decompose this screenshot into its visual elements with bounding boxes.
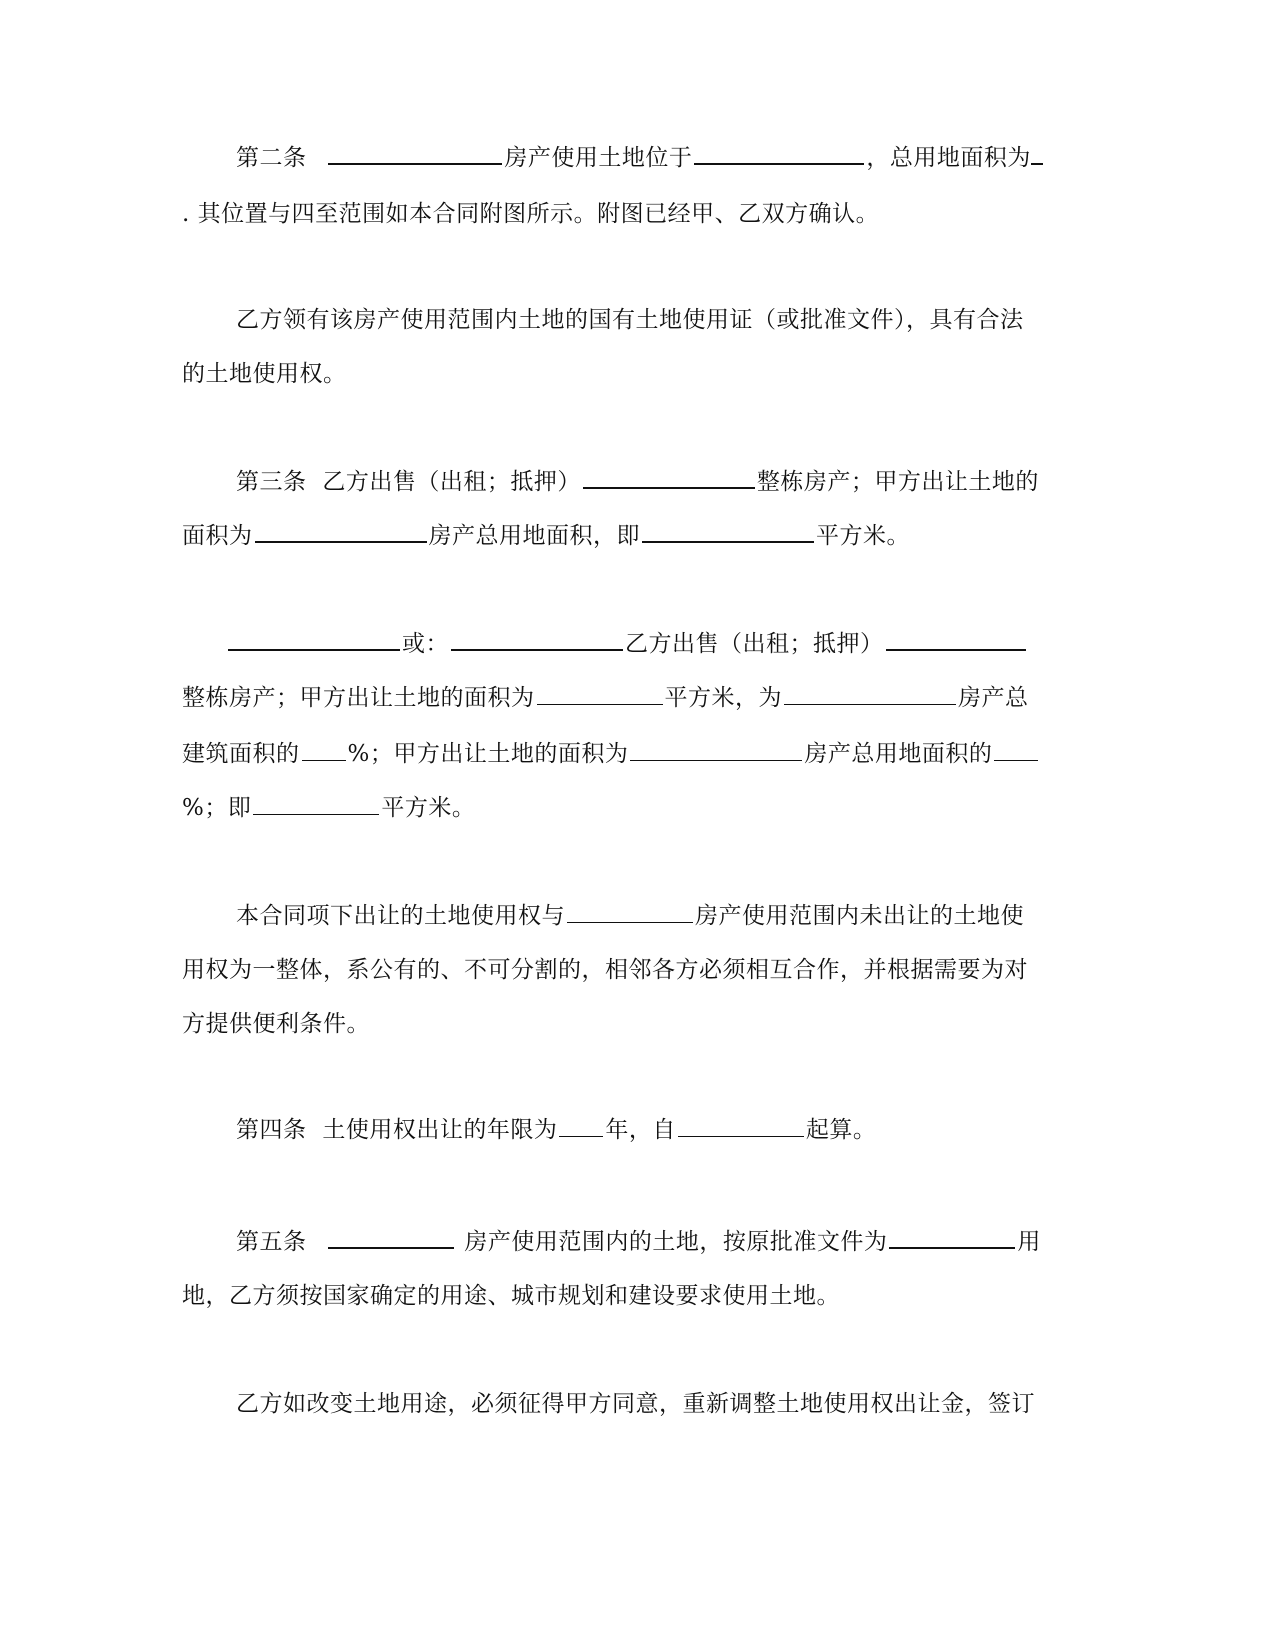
clause-4-label: 第四条	[236, 1117, 307, 1143]
blank-alt-3	[886, 621, 1026, 651]
blank-alt-area	[537, 676, 663, 705]
blank-whole-property	[567, 894, 693, 923]
alt-text-6: %；甲方出让土地的面积为	[347, 741, 629, 767]
clause-3-text-2: 整栋房产；甲方出让土地的	[756, 469, 1039, 495]
blank-property-name	[328, 135, 502, 165]
whole-line-1	[182, 892, 1146, 940]
alt-text-4: 房产总	[958, 685, 1029, 711]
alt-text-3: 平方米，为	[664, 685, 782, 711]
cert-line-1	[182, 296, 1146, 344]
blank-years	[559, 1108, 603, 1137]
clause-3-text-3: 面积为	[182, 523, 253, 549]
blank-alt-sqm	[253, 786, 379, 815]
blank-alt-percent-2	[994, 732, 1038, 761]
blank-land-use	[889, 1219, 1015, 1249]
clause-3-line-2	[182, 512, 1092, 560]
alt-line-3	[182, 730, 1092, 778]
clause-4-text-3: 起算。	[805, 1117, 877, 1143]
clause-2-text-1: 房产使用土地位于	[504, 145, 693, 171]
whole-line-3: 方提供便利条件。	[182, 1011, 370, 1037]
clause-4-text-2: 年，自	[605, 1117, 676, 1143]
alt-text-7: 房产总用地面积的	[804, 741, 993, 767]
cert-line-2: 的土地使用权。	[182, 361, 347, 387]
blank-area-ratio	[255, 513, 427, 543]
clause-3-label: 第三条	[236, 469, 307, 495]
blank-area-sqm	[642, 513, 814, 543]
clause-5-text-2: 用	[1017, 1229, 1041, 1255]
alt-text-5: 建筑面积的	[182, 741, 300, 767]
clause-3-text-4: 房产总用地面积，即	[428, 523, 640, 549]
alt-or: 或：	[402, 631, 449, 657]
clause-2-text-2: ，总用地面积为	[866, 145, 1031, 171]
clause-2-line-2: . 其位置与四至范围如本合同附图所示。附图已经甲、乙双方确认。	[182, 201, 880, 227]
clause-2-label: 第二条	[236, 145, 307, 171]
clause-3-text-5: 平方米。	[816, 523, 910, 549]
blank-clause-5-property	[328, 1219, 454, 1249]
blank-alt-1	[228, 621, 400, 651]
cert-text-1: 乙方领有该房产使用范围内土地的国有土地使用证（或批准文件），具有合法	[236, 307, 1024, 333]
clause-5-line-2: 地，乙方须按国家确定的用途、城市规划和建设要求使用土地。	[182, 1283, 840, 1309]
blank-alt-property-2	[630, 732, 802, 761]
alt-text-1: 乙方出售（出租；抵押）	[625, 631, 884, 657]
blank-alt-property	[784, 676, 956, 705]
blank-property-sold	[583, 459, 755, 489]
whole-text-2: 房产使用范围内未出让的土地使	[695, 903, 1024, 929]
whole-text-1: 本合同项下出让的土地使用权与	[236, 903, 565, 929]
clause-5-text-1: 房产使用范围内的土地，按原批准文件为	[464, 1229, 888, 1255]
blank-alt-2	[451, 621, 623, 651]
clause-4-line	[182, 1106, 1146, 1154]
whole-line-2: 用权为一整体，系公有的、不可分割的，相邻各方必须相互合作，并根据需要为对	[182, 957, 1028, 983]
clause-3-line-1	[182, 458, 1146, 506]
clause-5-label: 第五条	[236, 1229, 307, 1255]
change-line-1: 乙方如改变土地用途，必须征得甲方同意，重新调整土地使用权出让金，签订	[236, 1391, 1035, 1417]
alt-text-9: 平方米。	[381, 795, 476, 821]
alt-line-4	[182, 784, 1092, 832]
blank-land-location	[694, 135, 864, 165]
blank-start-date	[678, 1108, 804, 1137]
clause-4-text-1: 土使用权出让的年限为	[322, 1117, 558, 1143]
alt-text-8: %；即	[182, 795, 252, 821]
clause-2-line-1	[182, 134, 1146, 182]
alt-line-2	[182, 674, 1092, 722]
alt-line-1	[182, 620, 1092, 668]
clause-5-line-1	[182, 1218, 1146, 1266]
alt-text-2: 整栋房产；甲方出让土地的面积为	[182, 685, 535, 711]
blank-alt-percent-1	[302, 732, 346, 761]
clause-3-text-1: 乙方出售（出租；抵押）	[322, 469, 581, 495]
blank-total-area	[1031, 135, 1043, 165]
